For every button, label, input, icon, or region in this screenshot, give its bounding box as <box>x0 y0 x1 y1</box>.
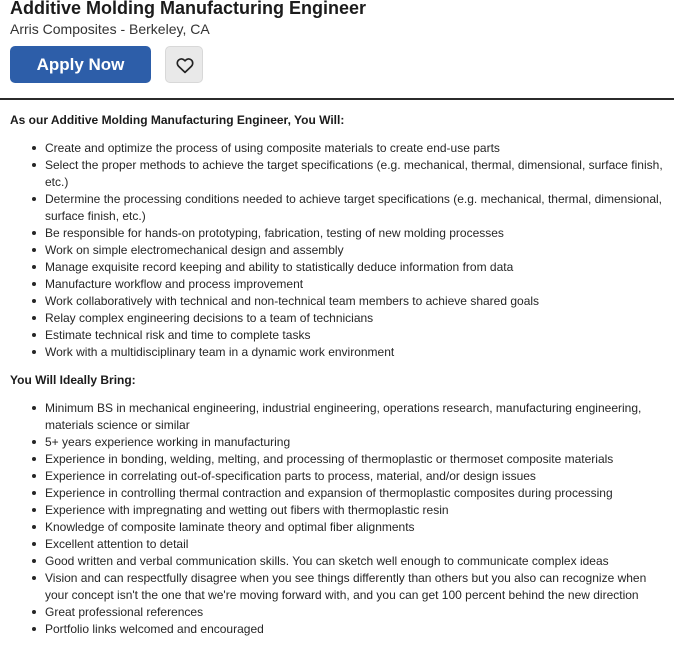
qualification-item: Portfolio links welcomed and encouraged <box>10 621 664 638</box>
responsibility-item: Create and optimize the process of using composite materials to create end-use parts <box>10 140 664 157</box>
responsibility-item: Select the proper methods to achieve the target specifications (e.g. mechanical, thermal, dimensional, surface finish, etc.) <box>10 157 664 191</box>
qualifications-list <box>10 400 664 638</box>
qualification-item: Experience in bonding, welding, melting, and processing of thermoplastic or thermoset composite materials <box>10 451 664 468</box>
responsibility-item: Determine the processing conditions needed to achieve target specifications (e.g. mechanical, thermal, dimensional, surface finish, etc.) <box>10 191 664 225</box>
qualifications-heading: You Will Ideally Bring: <box>10 373 136 387</box>
responsibility-item: Be responsible for hands-on prototyping, fabrication, testing of new molding processes <box>10 225 664 242</box>
company-location: Arris Composites - Berkeley, CA <box>10 21 210 37</box>
responsibility-item: Manufacture workflow and process improvement <box>10 276 664 293</box>
qualification-item: Good written and verbal communication skills. You can sketch well enough to communicate complex ideas <box>10 553 664 570</box>
responsibility-item: Work collaboratively with technical and non-technical team members to achieve shared goals <box>10 293 664 310</box>
job-title: Additive Molding Manufacturing Engineer <box>10 0 367 18</box>
qualification-item: Experience in correlating out-of-specification parts to process, material, and/or design issues <box>10 468 664 485</box>
qualification-item: Experience in controlling thermal contraction and expansion of thermoplastic composites during processing <box>10 485 664 502</box>
qualification-item: Great professional references <box>10 604 664 621</box>
qualification-item: Experience with impregnating and wetting out fibers with thermoplastic resin <box>10 502 664 519</box>
job-header <box>10 0 664 98</box>
save-job-button[interactable] <box>165 46 203 83</box>
responsibilities-list <box>10 140 664 361</box>
qualification-item: Vision and can respectfully disagree when you see things differently than others but you also can recognize when your concept isn't the one that we're moving forward with, and you can get 100 percent behind the new direction <box>10 570 664 604</box>
heart-icon <box>176 57 194 74</box>
responsibility-item: Work with a multidisciplinary team in a dynamic work environment <box>10 344 664 361</box>
responsibility-item: Manage exquisite record keeping and ability to statistically deduce information from data <box>10 259 664 276</box>
responsibility-item: Estimate technical risk and time to complete tasks <box>10 327 664 344</box>
qualification-item: 5+ years experience working in manufacturing <box>10 434 664 451</box>
apply-now-button[interactable]: Apply Now <box>10 46 151 83</box>
responsibilities-heading: As our Additive Molding Manufacturing Engineer, You Will: <box>10 113 345 127</box>
qualification-item: Minimum BS in mechanical engineering, industrial engineering, operations research, manufacturing engineering, materials science or similar <box>10 400 664 434</box>
qualification-item: Knowledge of composite laminate theory and optimal fiber alignments <box>10 519 664 536</box>
job-description <box>10 112 664 638</box>
responsibility-item: Relay complex engineering decisions to a team of technicians <box>10 310 664 327</box>
qualification-item: Excellent attention to detail <box>10 536 664 553</box>
responsibility-item: Work on simple electromechanical design and assembly <box>10 242 664 259</box>
header-divider <box>0 98 674 100</box>
